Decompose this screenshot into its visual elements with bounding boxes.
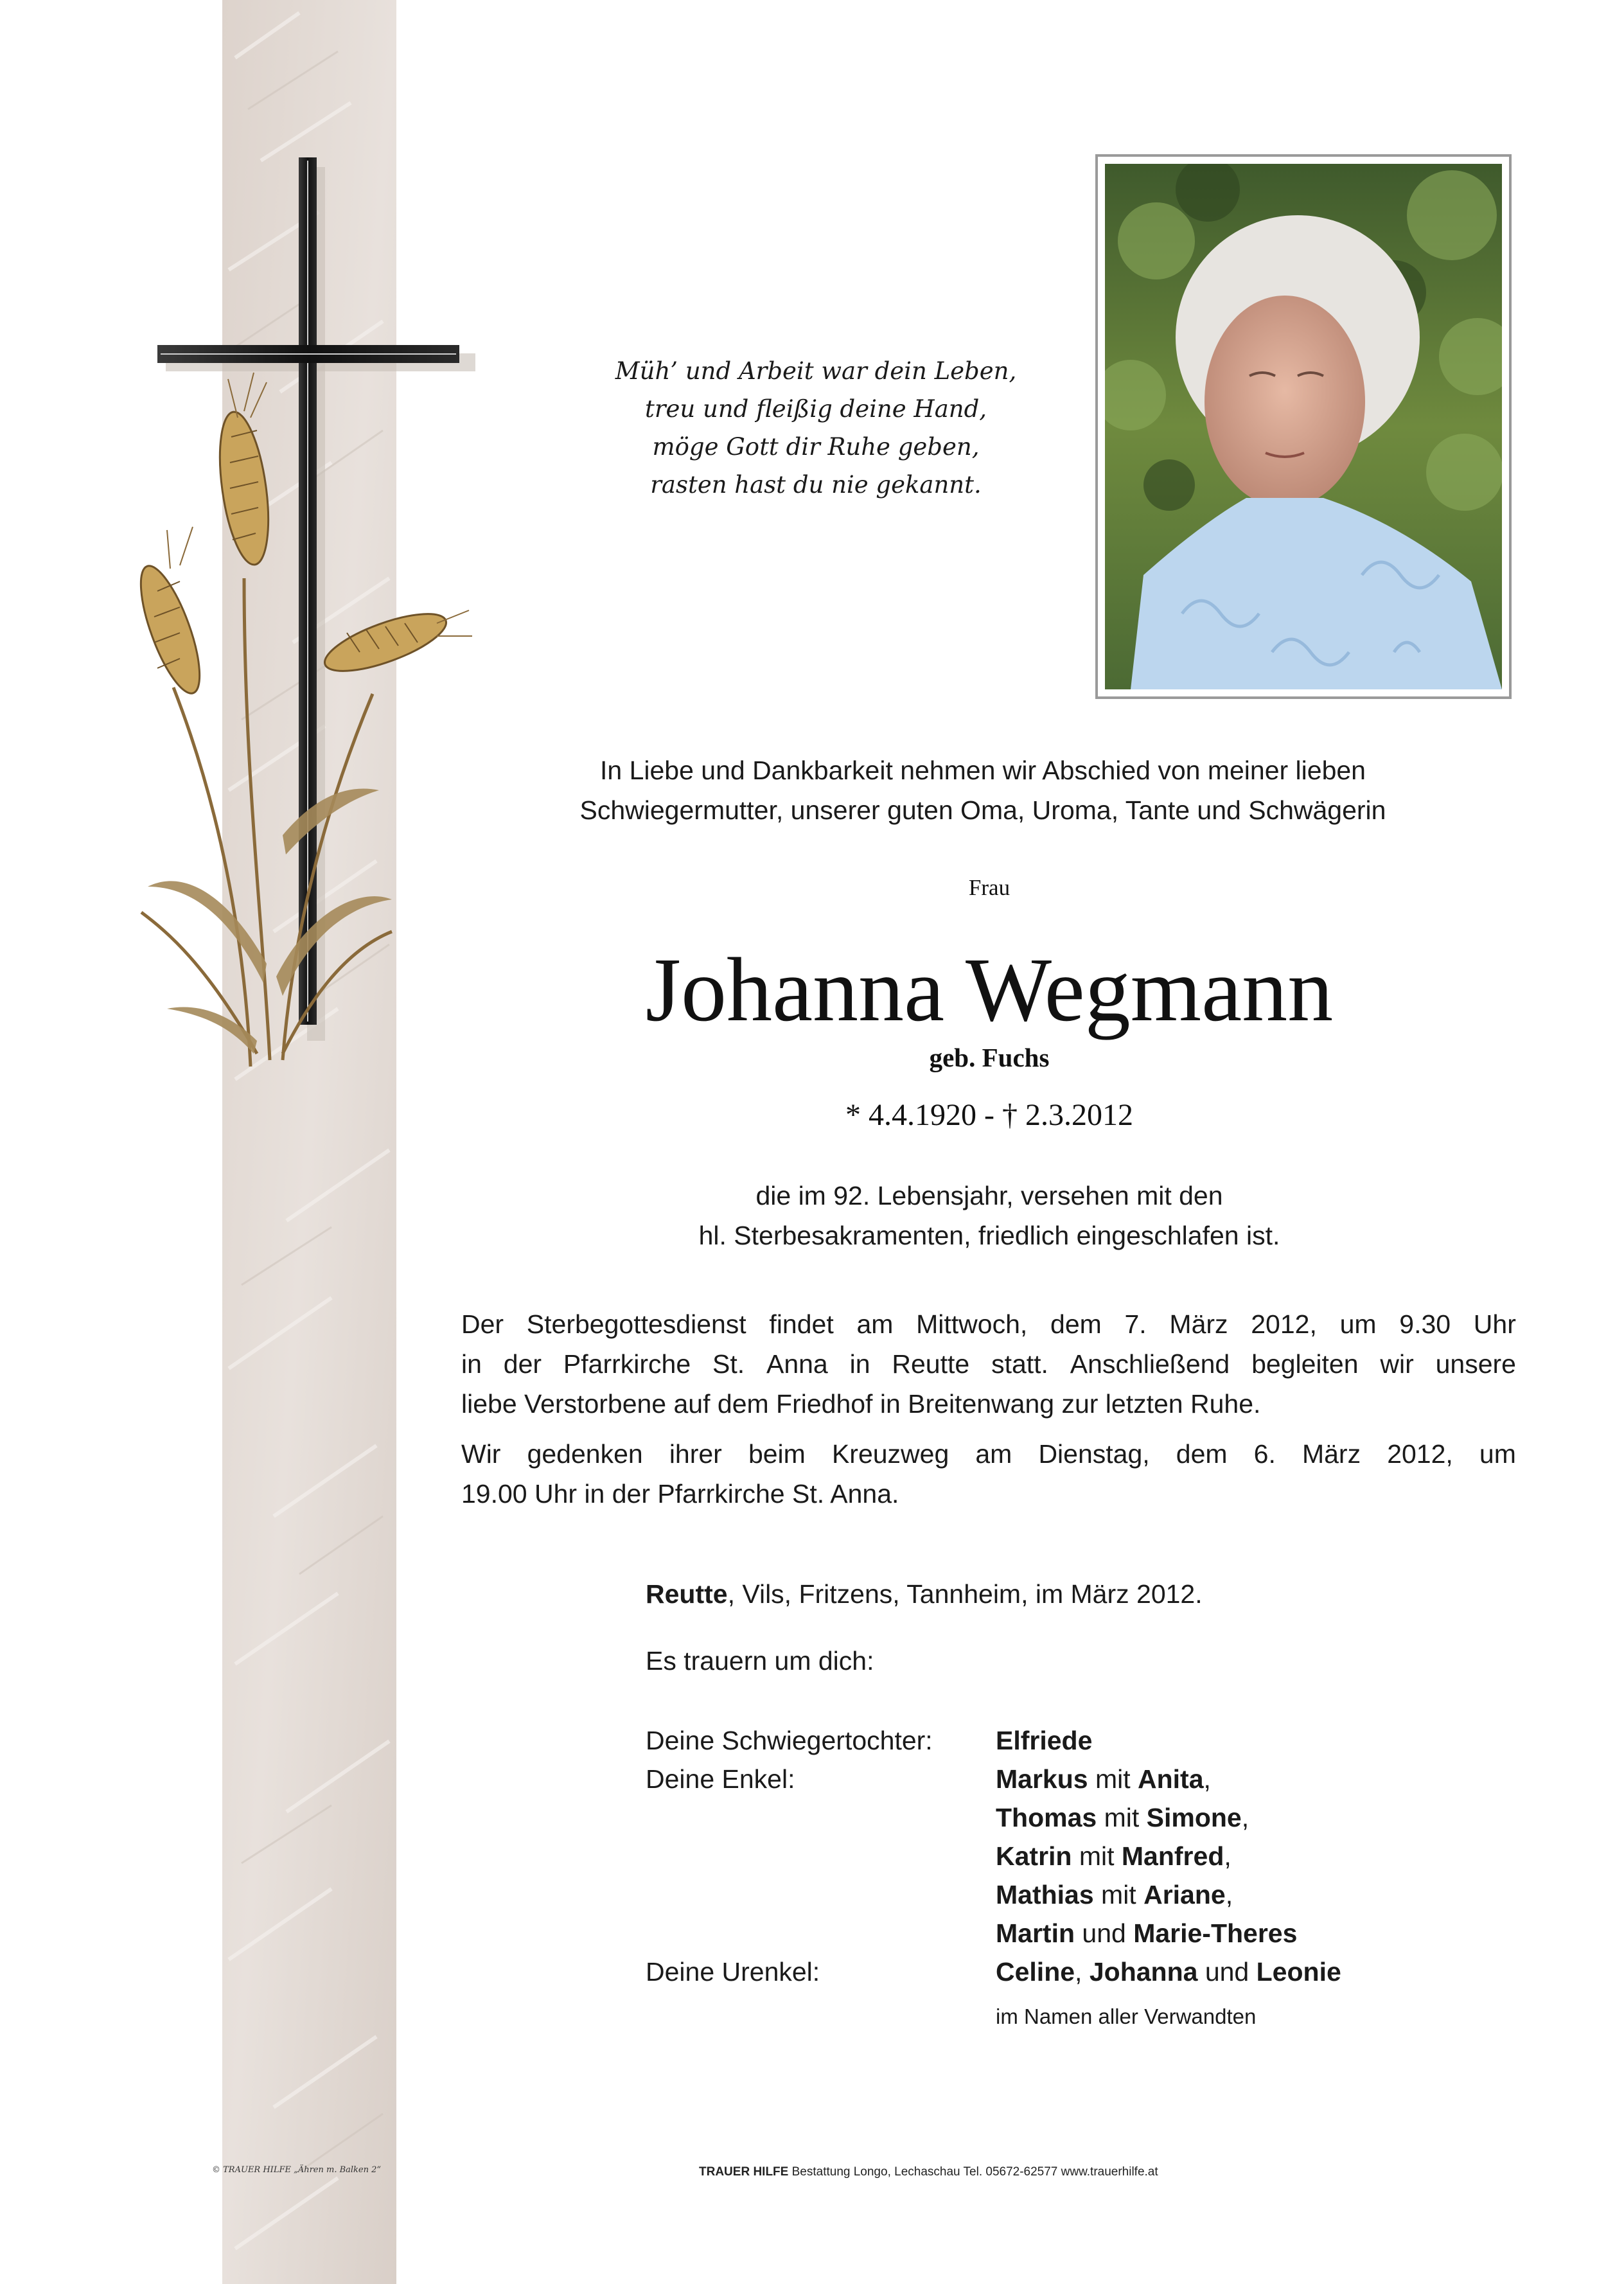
footer-brand: TRAUER HILFE <box>699 2165 789 2179</box>
line-text: 19.00 Uhr in der Pfarrkirche St. Anna. <box>461 1479 899 1509</box>
farewell-intro <box>488 750 1478 830</box>
punctuation: , <box>1241 1803 1249 1832</box>
line-text: liebe Verstorbene auf dem Friedhof in Breitenwang zur letzten Ruhe. <box>461 1389 1261 1419</box>
conjunction: mit <box>1072 1841 1122 1871</box>
verse-line: Müh’ und Arbeit war dein Leben, <box>615 357 1017 385</box>
word: Wir <box>461 1439 501 1469</box>
word: ihrer <box>669 1439 722 1469</box>
paragraph-line <box>461 1434 1516 1474</box>
memorial-verse <box>463 352 1169 504</box>
birth-name: geb. Fuchs <box>929 1043 1050 1072</box>
footer-contact: Bestattung Longo, Lechaschau Tel. 05672-62577 www.trauerhilfe.at <box>788 2165 1158 2179</box>
family-name: Leonie <box>1256 1957 1341 1987</box>
word: Der <box>461 1309 504 1339</box>
design-copyright: © TRAUER HILFE „Ähren m. Balken 2“ <box>212 2165 382 2175</box>
salutation: Frau <box>968 875 1011 900</box>
family-name: Celine <box>996 1957 1075 1987</box>
grandchild-line <box>996 1880 1233 1910</box>
punctuation: , <box>1225 1880 1233 1909</box>
word: Anschließend <box>1070 1349 1230 1379</box>
verse-line: treu und fleißig deine Hand, <box>644 395 987 423</box>
word: gedenken <box>527 1439 643 1469</box>
family-name: Manfred <box>1121 1841 1224 1871</box>
conjunction: mit <box>1088 1764 1138 1794</box>
grandchild-line <box>996 1803 1249 1833</box>
family-name: Marie-Theres <box>1133 1918 1298 1948</box>
funeral-home-footer <box>699 2165 1158 2179</box>
word: um <box>1339 1309 1377 1339</box>
grandchildren-label: Deine Enkel: <box>646 1764 795 1794</box>
word: beim <box>748 1439 806 1469</box>
punctuation: , <box>1075 1957 1090 1987</box>
family-name: Simone <box>1146 1803 1242 1832</box>
word: dem <box>1176 1439 1228 1469</box>
family-name: Mathias <box>996 1880 1094 1909</box>
word: März <box>1169 1309 1228 1339</box>
word: Anna <box>766 1349 828 1379</box>
word: Dienstag, <box>1038 1439 1150 1469</box>
age-statement <box>552 1176 1426 1255</box>
deceased-name: Johanna Wegmann <box>645 939 1334 1040</box>
word: statt. <box>991 1349 1048 1379</box>
daughter-in-law-name <box>996 1726 1092 1756</box>
family-name: Markus <box>996 1764 1088 1794</box>
word: St. <box>712 1349 745 1379</box>
family-name: Martin <box>996 1918 1075 1948</box>
intro-line: Schwiegermutter, unserer guten Oma, Uroma, Tante und Schwägerin <box>579 795 1386 825</box>
word: am <box>856 1309 894 1339</box>
place-and-date <box>646 1579 1203 1609</box>
family-name: Katrin <box>996 1841 1072 1871</box>
mourners-intro: Es trauern um dich: <box>646 1646 874 1676</box>
daughter-in-law-label: Deine Schwiegertochter: <box>646 1726 933 1755</box>
conjunction: mit <box>1097 1803 1147 1832</box>
word: dem <box>1050 1309 1102 1339</box>
word: Mittwoch, <box>916 1309 1028 1339</box>
word: März <box>1302 1439 1361 1469</box>
word: Reutte <box>892 1349 970 1379</box>
family-name: Elfriede <box>996 1726 1093 1755</box>
word: der <box>503 1349 542 1379</box>
verse-line: möge Gott dir Ruhe geben, <box>652 433 980 461</box>
grandchild-line <box>996 1841 1231 1872</box>
word: unsere <box>1435 1349 1516 1379</box>
word: Kreuzweg <box>831 1439 949 1469</box>
family-name: Anita <box>1138 1764 1204 1794</box>
life-dates: * 4.4.1920 - † 2.3.2012 <box>845 1098 1133 1132</box>
cross-with-wheat-icon <box>90 128 475 1156</box>
age-line: hl. Sterbesakramenten, friedlich eingeschlafen ist. <box>698 1221 1280 1250</box>
word: 2012, <box>1387 1439 1453 1469</box>
word: in <box>849 1349 870 1379</box>
word: Sterbegottesdienst <box>526 1309 746 1339</box>
conjunction: mit <box>1093 1880 1144 1909</box>
word: 7. <box>1124 1309 1147 1339</box>
grandchild-line <box>996 1764 1211 1794</box>
family-name: Thomas <box>996 1803 1097 1832</box>
place-main: Reutte <box>646 1579 728 1609</box>
word: 6. <box>1253 1439 1276 1469</box>
word: 9.30 <box>1399 1309 1451 1339</box>
great-grandchildren-label: Deine Urenkel: <box>646 1957 820 1987</box>
punctuation: , <box>1203 1764 1211 1794</box>
word: Uhr <box>1473 1309 1516 1339</box>
paragraph-line <box>461 1474 1516 1514</box>
on-behalf-of-relatives: im Namen aller Verwandten <box>996 2005 1257 2028</box>
stations-of-cross-paragraph <box>461 1434 1516 1514</box>
conjunction: und <box>1197 1957 1257 1987</box>
funeral-service-paragraph <box>461 1304 1516 1424</box>
portrait-photo <box>1105 164 1502 689</box>
word: Pfarrkirche <box>563 1349 691 1379</box>
word: wir <box>1380 1349 1414 1379</box>
age-line: die im 92. Lebensjahr, versehen mit den <box>755 1181 1223 1210</box>
word: begleiten <box>1251 1349 1359 1379</box>
word: findet <box>769 1309 834 1339</box>
paragraph-line <box>461 1304 1516 1344</box>
intro-line: In Liebe und Dankbarkeit nehmen wir Abschied von meiner lieben <box>599 756 1366 785</box>
word: in <box>461 1349 482 1379</box>
word: um <box>1479 1439 1516 1469</box>
punctuation: , <box>1224 1841 1231 1871</box>
place-rest: , Vils, Fritzens, Tannheim, im März 2012. <box>727 1579 1203 1609</box>
paragraph-line <box>461 1344 1516 1384</box>
conjunction: und <box>1075 1918 1134 1948</box>
grandchild-line <box>996 1918 1297 1949</box>
paragraph-line <box>461 1384 1516 1424</box>
family-name: Johanna <box>1089 1957 1198 1987</box>
great-grandchildren-line <box>996 1957 1341 1987</box>
family-name: Ariane <box>1143 1880 1226 1909</box>
word: am <box>975 1439 1012 1469</box>
verse-line: rasten hast du nie gekannt. <box>650 471 982 499</box>
word: 2012, <box>1251 1309 1317 1339</box>
